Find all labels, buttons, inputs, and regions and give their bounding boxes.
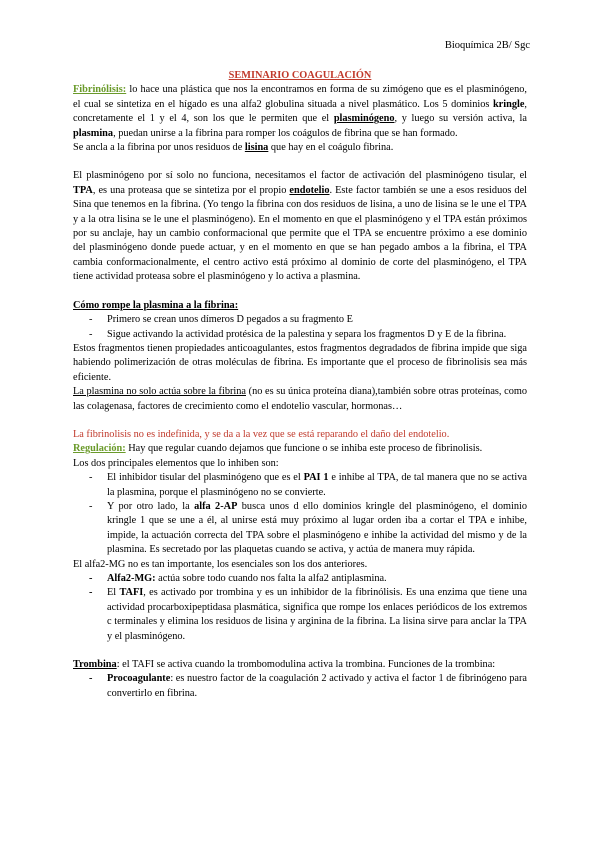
list-item: [73, 500, 527, 558]
text: . Este factor también se une a esos residuos del Sina que tenemos en la fibrina. (Yo tengo la fibrina con dos residuos de lisina, a uno de lisina se le une el TPA y a la otra lisina se le une el plasminógeno). En el momento en que el plasminógeno y el TPA están próximos por su anclaje, hay un cambio conformacional que permite que el TPA se encuentre próximo a ese dominio del plasminógeno donde puede actuar, y en el momento en que se han pegado ambos a la fibrina, el TPA cambia conformacionalmente, el centro activo está próximo al dominio de corte del plasminógeno, el TPA tiene actividad proteasa sobre el plasminógeno y lo activa a plasmina.: [73, 184, 527, 283]
document-body: [73, 69, 527, 701]
term-kringle: kringle: [492, 98, 525, 110]
term-pai1: PAI 1: [303, 472, 329, 484]
trombina-label: Trombina: [73, 659, 117, 671]
text: Se ancla a la fibrina por unos residuos de: [73, 142, 245, 154]
text: Y por otro lado, la: [107, 500, 195, 512]
course-header: Bioquímica 2B/ Sgc: [444, 40, 530, 51]
plasmina-steps-list: [73, 313, 527, 342]
text: actúa sobre todo cuando nos falta la alfa2 antiplasmina.: [155, 573, 387, 584]
term-tafi: TAFI: [119, 587, 144, 599]
text: , es activado por trombina y es un inhibidor de la fibrinólisis. Es una enzima que tiene una actividad procarboxipeptidasa plasmática, significa que rompe los enlaces periódicos de los extremos c terminales y elimina los residuos de lisina y arginina de la fibrina. La lisina sirve para anclar la TPA y el plasminógeno.: [107, 587, 527, 642]
list-item: [73, 471, 527, 500]
trombina-functions-list: [73, 672, 527, 701]
paragraph-fragmentos: Estos fragmentos tienen propiedades anticoagulantes, estos fragmentos degradados de fibrina impide que siga habiendo polimerización de otras moléculas de fibrina. Es importante que el proceso de fibrinolisis sea más eficiente.: [73, 342, 527, 383]
text: , es una proteasa que se sintetiza por el propio: [92, 184, 290, 196]
paragraph-anclaje: [73, 141, 527, 155]
term-plasmina: plasmina: [73, 127, 114, 139]
paragraph-plasmina-dianas: [73, 385, 527, 414]
paragraph-alfa2mg: El alfa2-MG no es tan importante, los esenciales son los dos anteriores.: [73, 558, 368, 570]
list-item: - Sigue activando la actividad protésica de la palestina y separa los fragmentos D y E de la fibrina.: [73, 328, 527, 342]
term-alfa2ap: alfa 2-AP: [194, 500, 238, 512]
text: El: [107, 587, 120, 599]
list-item: [73, 586, 527, 644]
list-item: - Primero se crean unos dímeros D pegados a su fragmento E: [73, 313, 527, 327]
text-underlined: La plasmina no solo actúa sobre la fibrina: [73, 386, 246, 398]
paragraph-inhibidores: Los dos principales elementos que lo inhiben son:: [73, 457, 279, 469]
term-procoagulante: Procoagulante: [107, 673, 171, 685]
inhibidores-list: [73, 471, 527, 557]
regulacion-label: Regulación:: [73, 443, 126, 455]
text: busca unos d ello dominios kringle del plasminógeno, el dominio kringle 1 que se une a él, al unirse está muy próximo al lugar orden iba a cortar el TPA e inhibe, impide, la actuación correcta del TPA sobre el plasminógeno e inhibe la actividad del mismo y de la plasmina. Es secretado por las plaquetas cuando se activa, y actúa de manera muy rápida.: [107, 500, 527, 556]
paragraph-fibrinolisis: [73, 83, 527, 141]
text: El plasminógeno por sí solo no funciona, necesitamos el factor de activación del plasminógeno tisular, el: [73, 170, 527, 182]
term-alfa2mg: Alfa2-MG:: [107, 573, 156, 584]
list-item: [73, 572, 527, 586]
section-heading-plasmina: Cómo rompe la plasmina a la fibrina:: [73, 299, 239, 311]
fibrinolisis-label: Fibrinólisis:: [73, 84, 127, 96]
text: : el TAFI se activa cuando la trombomodulina activa la trombina. Funciones de la trombina:: [116, 659, 496, 671]
text: : es nuestro factor de la coagulación 2 activado y activa el factor 1 de fibrinógeno para convertirlo en fibrina.: [107, 673, 527, 699]
term-endotelio: endotelio: [289, 184, 330, 196]
text: que hay en el coágulo fibrina.: [268, 142, 394, 154]
paragraph-tpa: [73, 169, 527, 284]
text: , puedan unirse a la fibrina para romper los coágulos de fibrina que se han formado.: [113, 127, 458, 139]
red-note: La fibrinolisis no es indefinida, y se da a la vez que se está reparando el daño del endotelio.: [73, 428, 450, 440]
text: , concretamente el 1 y el 4, son los que le permiten que el: [73, 98, 527, 125]
page-title: SEMINARIO COAGULACIÓN: [228, 70, 372, 81]
paragraph-regulacion: [73, 442, 527, 456]
text: e inhibe al TPA, de tal manera que no se activa la plasmina, porque el plasminógeno no se convierte.: [107, 472, 527, 498]
term-tpa: TPA: [73, 184, 93, 196]
text: lo hace una plástica que nos la encontramos en forma de su zimógeno que es el plasminógeno, el cual se sintetiza en el hígado es una alfa2 globulina situada a nivel plasmático. Los 5 dominios: [73, 84, 527, 110]
text: (no es su única proteína diana),también sobre otras proteínas, como las colagenasa, factores de crecimiento como el endotelio vascular, hormonas…: [73, 386, 528, 412]
term-lisina: lisina: [244, 142, 269, 154]
term-plasminogeno: plasminógeno: [333, 113, 395, 125]
text: El inhibidor tisular del plasminógeno que es el: [107, 472, 304, 484]
text: , y luego su versión activa, la: [394, 113, 527, 125]
text: Hay que regular cuando dejamos que funcione o se inhiba este proceso de fibrinolisis.: [125, 443, 483, 455]
paragraph-trombina: [73, 658, 527, 672]
alfa2mg-list: [73, 572, 527, 644]
list-item: [73, 672, 527, 701]
